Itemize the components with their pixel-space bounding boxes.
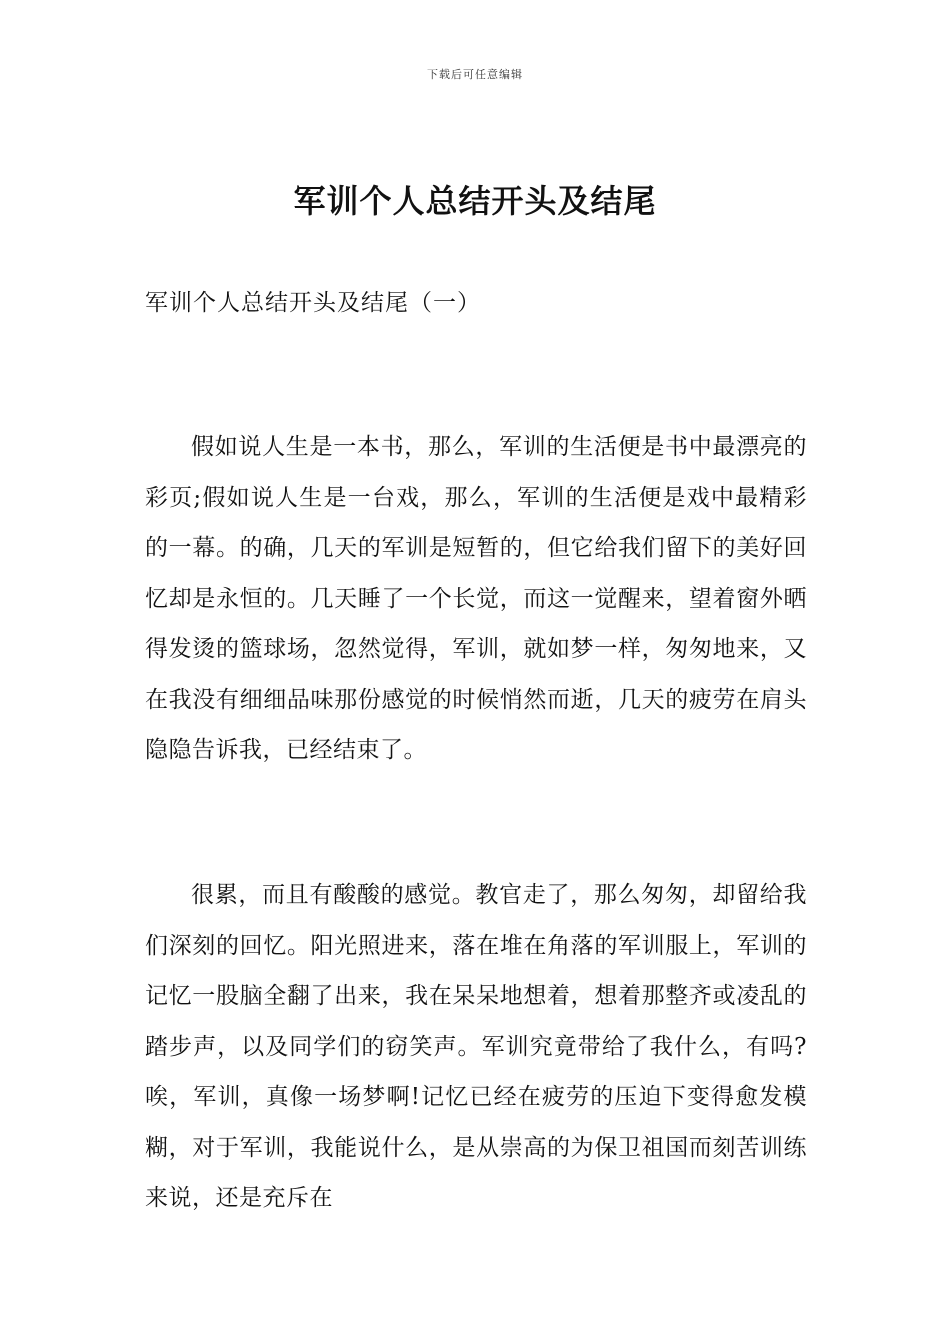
header-note: 下载后可任意编辑 <box>427 68 523 81</box>
body-paragraph-2: 很累，而且有酸酸的感觉。教官走了，那么匆匆，却留给我们深刻的回忆。阳光照进来，落在堆在角落的军训服上，军训的记忆一股脑全翻了出来，我在呆呆地想着，想着那整齐或凌乱的踏步声，以及同学们的窃笑声。军训究竟带给了我什么，有吗?唉，军训，真像一场梦啊!记忆已经在疲劳的压迫下变得愈发模糊，对于军训，我能说什么，是从崇高的为保卫祖国而刻苦训练来说，还是充斥在 <box>145 882 807 1211</box>
section-heading: 军训个人总结开头及结尾（一） <box>145 290 481 316</box>
document-title: 军训个人总结开头及结尾 <box>293 182 657 220</box>
body-paragraph-1: 假如说人生是一本书，那么，军训的生活便是书中最漂亮的彩页;假如说人生是一台戏，那么，军训的生活便是戏中最精彩的一幕。的确，几天的军训是短暂的，但它给我们留下的美好回忆却是永恒的。几天睡了一个长觉，而这一觉醒来，望着窗外晒得发烫的篮球场，忽然觉得，军训，就如梦一样，匆匆地来，又在我没有细细品味那份感觉的时候悄然而逝，几天的疲劳在肩头隐隐告诉我，已经结束了。 <box>145 434 807 763</box>
